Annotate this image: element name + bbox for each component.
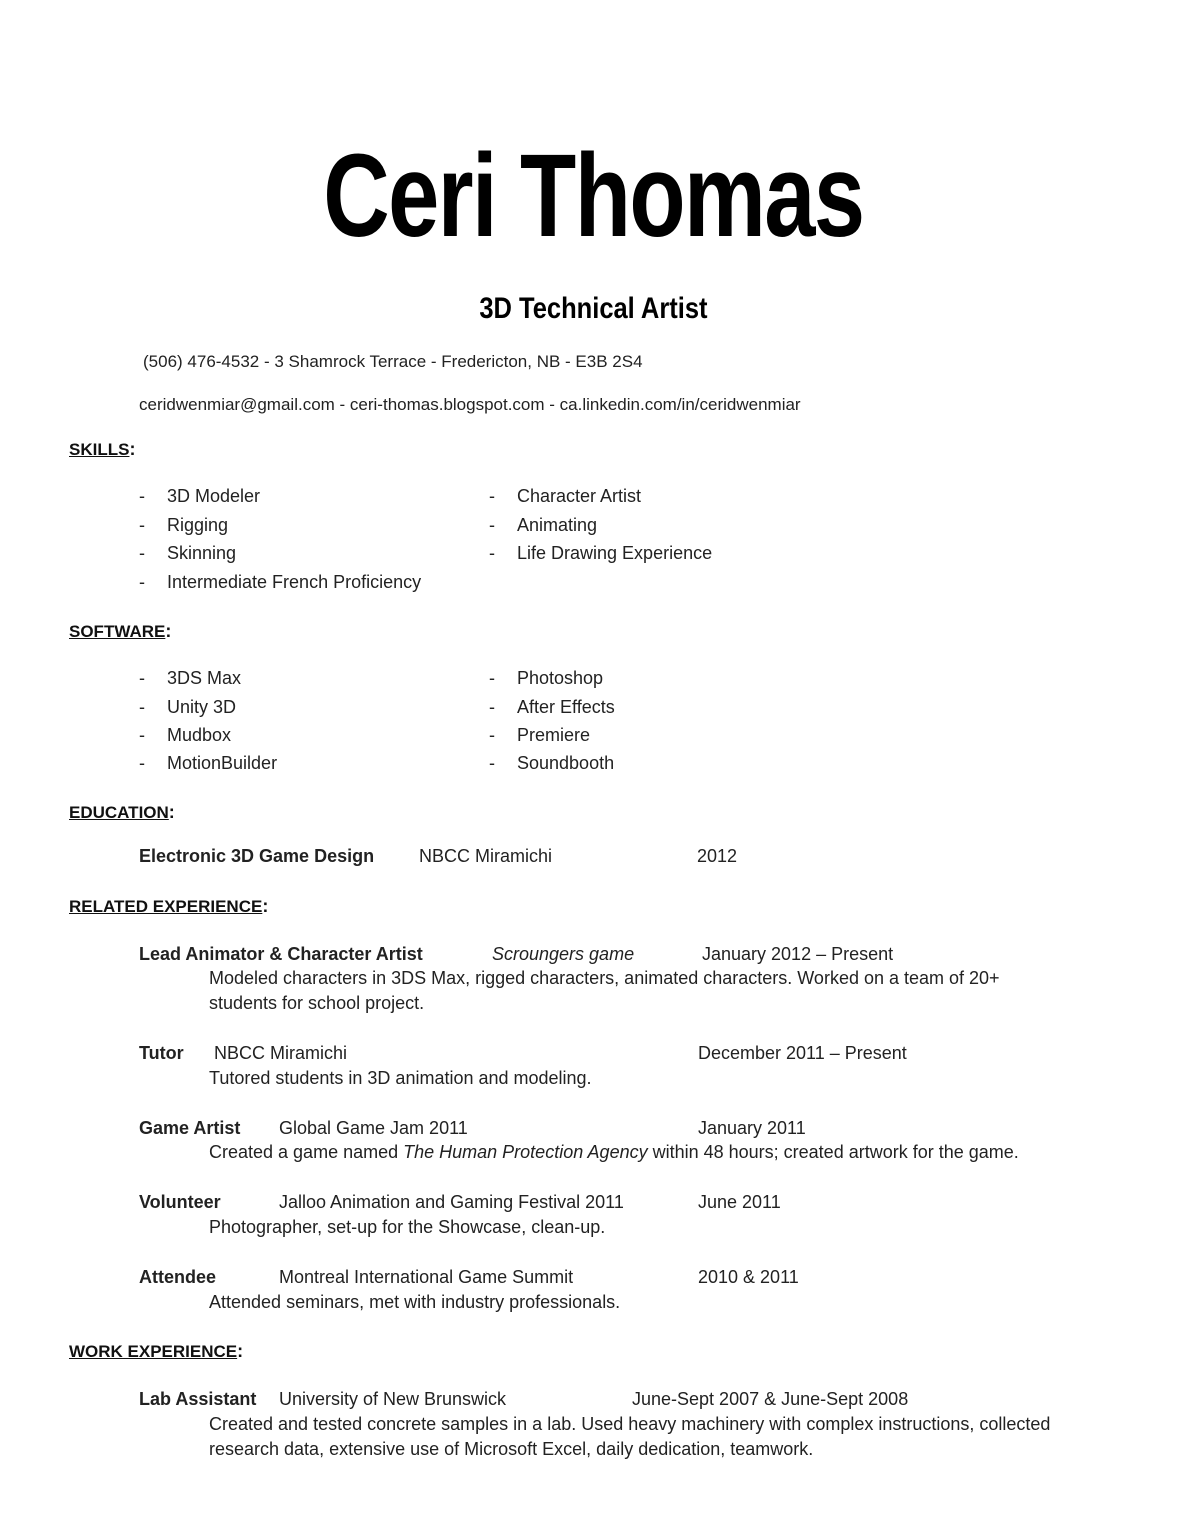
education-year: 2012 <box>697 846 738 866</box>
experience-desc: Photographer, set-up for the Showcase, clean-up. <box>209 1217 606 1237</box>
experience-role: Lead Animator & Character Artist <box>139 944 423 964</box>
experience-org: Montreal International Game Summit <box>279 1267 574 1287</box>
resume-title: 3D Technical Artist <box>479 292 708 325</box>
education-heading: EDUCATION: <box>69 802 175 822</box>
software-heading: SOFTWARE: <box>69 621 172 641</box>
experience-desc: students for school project. <box>209 993 425 1013</box>
work-date: June-Sept 2007 & June-Sept 2008 <box>632 1389 909 1409</box>
experience-role: Volunteer <box>139 1192 221 1212</box>
software-item: - MotionBuilder <box>139 753 278 773</box>
experience-org: Jalloo Animation and Gaming Festival 2011 <box>279 1192 624 1212</box>
related-experience-heading: RELATED EXPERIENCE: <box>69 896 269 916</box>
experience-date: 2010 & 2011 <box>698 1267 799 1287</box>
skills-heading: SKILLS: <box>69 439 136 459</box>
experience-role: Game Artist <box>139 1118 241 1138</box>
experience-org: Global Game Jam 2011 <box>279 1118 468 1138</box>
contact-line-1: (506) 476-4532 - 3 Shamrock Terrace - Fredericton, NB - E3B 2S4 <box>143 352 643 371</box>
experience-date: January 2011 <box>698 1118 806 1138</box>
software-item: - Mudbox <box>139 725 232 745</box>
contact-line-2: ceridwenmiar@gmail.com - ceri-thomas.blogspot.com - ca.linkedin.com/in/ceridwenmiar <box>139 395 801 414</box>
experience-org: Scroungers game <box>492 944 635 964</box>
work-desc: Created and tested concrete samples in a lab. Used heavy machinery with complex instructions, collected <box>209 1414 1051 1434</box>
work-desc: research data, extensive use of Microsoft Excel, daily dedication, teamwork. <box>209 1439 814 1459</box>
resume-name: Ceri Thomas <box>323 130 864 262</box>
work-experience-heading: WORK EXPERIENCE: <box>69 1341 244 1361</box>
software-item: - Photoshop <box>489 668 604 688</box>
experience-date: January 2012 – Present <box>702 944 894 964</box>
skill-item: - 3D Modeler <box>139 486 261 506</box>
software-item: - Premiere <box>489 725 591 745</box>
experience-desc: Attended seminars, met with industry professionals. <box>209 1292 621 1312</box>
work-org: University of New Brunswick <box>279 1389 507 1409</box>
education-program: Electronic 3D Game Design <box>139 846 375 866</box>
skill-item: - Rigging <box>139 515 229 535</box>
experience-desc: Tutored students in 3D animation and modeling. <box>209 1068 592 1088</box>
software-item: - Unity 3D <box>139 697 237 717</box>
skill-item: - Animating <box>489 515 598 535</box>
skill-item: - Intermediate French Proficiency <box>139 572 422 592</box>
software-item: - After Effects <box>489 697 615 717</box>
education-school: NBCC Miramichi <box>419 846 553 866</box>
experience-org: NBCC Miramichi <box>214 1043 348 1063</box>
experience-date: June 2011 <box>698 1192 781 1212</box>
experience-desc: Created a game named The Human Protection Agency within 48 hours; created artwork for the game. <box>209 1142 1019 1162</box>
software-item: - Soundbooth <box>489 753 615 773</box>
skill-item: - Skinning <box>139 543 237 563</box>
experience-date: December 2011 – Present <box>698 1043 907 1063</box>
work-role: Lab Assistant <box>139 1389 257 1409</box>
software-item: - 3DS Max <box>139 668 242 688</box>
experience-role: Tutor <box>139 1043 184 1063</box>
experience-role: Attendee <box>139 1267 217 1287</box>
skill-item: - Character Artist <box>489 486 642 506</box>
experience-desc: Modeled characters in 3DS Max, rigged characters, animated characters. Worked on a team of 20+ <box>209 968 1000 988</box>
skill-item: - Life Drawing Experience <box>489 543 713 563</box>
